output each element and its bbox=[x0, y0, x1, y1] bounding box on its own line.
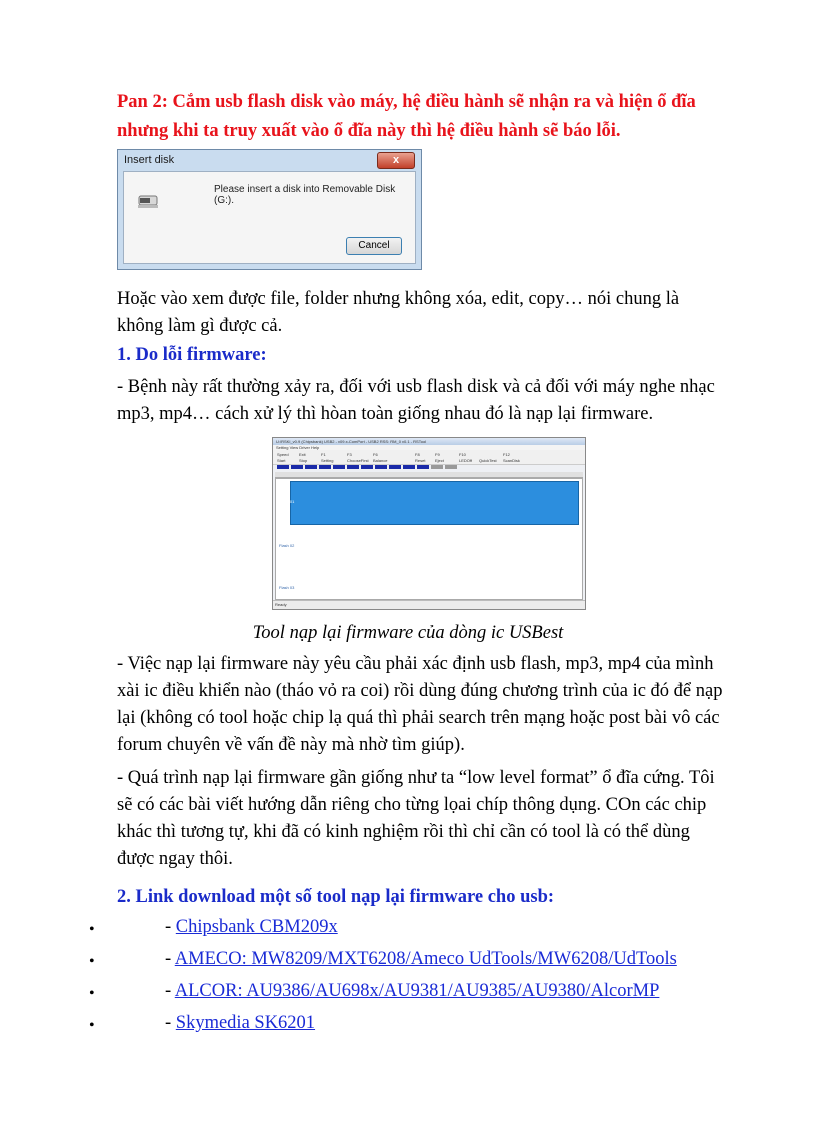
section-2-heading: 2. Link download một số tool nạp lại firmware cho usb: bbox=[117, 887, 555, 907]
tool-btn: F12 bbox=[503, 452, 510, 457]
port-indicator bbox=[291, 465, 303, 469]
tool-btn: Exit bbox=[299, 452, 306, 457]
list-item bbox=[165, 1010, 315, 1037]
port-indicator bbox=[305, 465, 317, 469]
dialog-message: Please insert a disk into Removable Disk (G:). bbox=[214, 184, 396, 206]
tool-title-bar: U:\RSKI_v0.9 (Chipsbank) USB2 - v09.x-ComPort - USB2 RSS: RM_0 v0.1 - RSTool bbox=[273, 438, 585, 445]
port-indicator bbox=[361, 465, 373, 469]
figure-caption: Tool nạp lại firmware của dòng ic USBest bbox=[252, 623, 564, 643]
tool-btn: F6 bbox=[373, 452, 378, 457]
tool-device-list bbox=[275, 478, 583, 600]
bullet-icon: • bbox=[89, 921, 95, 938]
link-prefix: - bbox=[165, 917, 176, 937]
list-item bbox=[165, 978, 659, 1005]
tool-btn: QuickTest bbox=[479, 458, 497, 463]
alcor-link[interactable]: ALCOR: AU9386/AU698x/AU9381/AU9385/AU9380/AlcorMP bbox=[174, 981, 660, 1001]
link-prefix: - bbox=[165, 1013, 176, 1033]
tool-btn: Stop bbox=[299, 458, 308, 463]
paragraph-3: - Việc nạp lại firmware này yêu cầu phải xác định usb flash, mp3, mp4 của mình xài ic điều khiển nào (tháo vỏ ra coi) rồi dùng đúng chương trình của ic đó để nạp lại (không có tool hoặc chip lạ quá thì phải search trên mạng hoặc post bài vô các forum chuyên về vấn đề này mà nhờ tìm giúp). bbox=[117, 654, 723, 755]
tool-btn: Speed bbox=[277, 452, 289, 457]
usb-drive-icon bbox=[136, 190, 162, 212]
device-row-label: Flash 02 bbox=[279, 543, 295, 548]
tool-btn: F9 bbox=[435, 452, 440, 457]
bullet-icon: • bbox=[89, 1017, 95, 1034]
port-indicator bbox=[431, 465, 443, 469]
port-indicator bbox=[417, 465, 429, 469]
tool-toolbar bbox=[273, 450, 585, 465]
tool-btn: LEDOff bbox=[459, 458, 473, 463]
chipsbank-link[interactable]: Chipsbank CBM209x bbox=[175, 917, 338, 937]
ameco-link[interactable]: AMECO: MW8209/MXT6208/Ameco UdTools/MW6208/UdTools bbox=[174, 949, 677, 969]
port-indicator bbox=[445, 465, 457, 469]
bullet-icon: • bbox=[89, 985, 95, 1002]
link-prefix: - bbox=[165, 981, 175, 1001]
tool-status-bar: Ready bbox=[273, 600, 585, 609]
tool-btn: Eject bbox=[435, 458, 444, 463]
insert-disk-dialog bbox=[117, 149, 422, 270]
port-indicator bbox=[319, 465, 331, 469]
tool-btn: F3 bbox=[347, 452, 352, 457]
bullet-icon: • bbox=[89, 953, 95, 970]
port-indicator bbox=[389, 465, 401, 469]
paragraph-2: - Bệnh này rất thường xảy ra, đối với usb flash disk và cả đối với máy nghe nhạc mp3, mp4… cách xử lý thì hòan toàn giống nhau đó là nạp lại firmware. bbox=[117, 377, 715, 424]
paragraph-4: - Quá trình nạp lại firmware gần giống như ta “low level format” ổ đĩa cứng. Tôi sẽ có các bài viết hướng dẫn riêng cho từng lọai chíp thông dụng. COn các chip khác thì tương tự, khi đã có kinh nghiệm rồi thì chỉ cần có tool là có thể dùng được ngay thôi. bbox=[117, 768, 715, 869]
device-row-label: Flash 03 bbox=[279, 585, 295, 590]
tool-btn: ChooseFirst bbox=[347, 458, 369, 463]
close-icon[interactable]: x bbox=[377, 152, 415, 169]
skymedia-link[interactable]: Skymedia SK6201 bbox=[175, 1013, 316, 1033]
tool-btn: Start bbox=[277, 458, 286, 463]
link-prefix: - bbox=[165, 949, 175, 969]
dialog-title: Insert disk bbox=[124, 154, 175, 166]
tool-menu-bar: Setting View Driver Help bbox=[273, 445, 585, 450]
firmware-tool-screenshot bbox=[272, 437, 586, 610]
port-indicator bbox=[277, 465, 289, 469]
tool-btn: F10 bbox=[459, 452, 466, 457]
list-item bbox=[165, 914, 338, 941]
tool-btn: F1 bbox=[321, 452, 326, 457]
tool-port-indicators bbox=[275, 465, 583, 470]
selected-device-row bbox=[290, 481, 579, 525]
tool-btn: ScanDisk bbox=[503, 458, 520, 463]
list-item bbox=[165, 946, 677, 973]
port-indicator bbox=[403, 465, 415, 469]
tool-btn: F8 bbox=[415, 452, 420, 457]
paragraph-1: Hoặc vào xem được file, folder nhưng không xóa, edit, copy… nói chung là không làm gì được cả. bbox=[117, 289, 680, 336]
tool-btn: Setting bbox=[321, 458, 334, 463]
pan2-heading: Pan 2: Cắm usb flash disk vào máy, hệ điều hành sẽ nhận ra và hiện ổ đĩa nhưng khi ta truy xuất vào ổ đĩa này thì hệ điều hành sẽ báo lỗi. bbox=[117, 92, 696, 141]
tool-btn: Balance bbox=[373, 458, 388, 463]
port-indicator bbox=[347, 465, 359, 469]
port-indicator bbox=[333, 465, 345, 469]
cancel-button[interactable]: Cancel bbox=[346, 237, 402, 255]
section-1-heading: 1. Do lỗi firmware: bbox=[117, 345, 267, 365]
port-indicator bbox=[375, 465, 387, 469]
tool-btn: Reset bbox=[415, 458, 426, 463]
dialog-body bbox=[123, 171, 416, 264]
device-row-label: Flash 01 bbox=[279, 499, 295, 504]
